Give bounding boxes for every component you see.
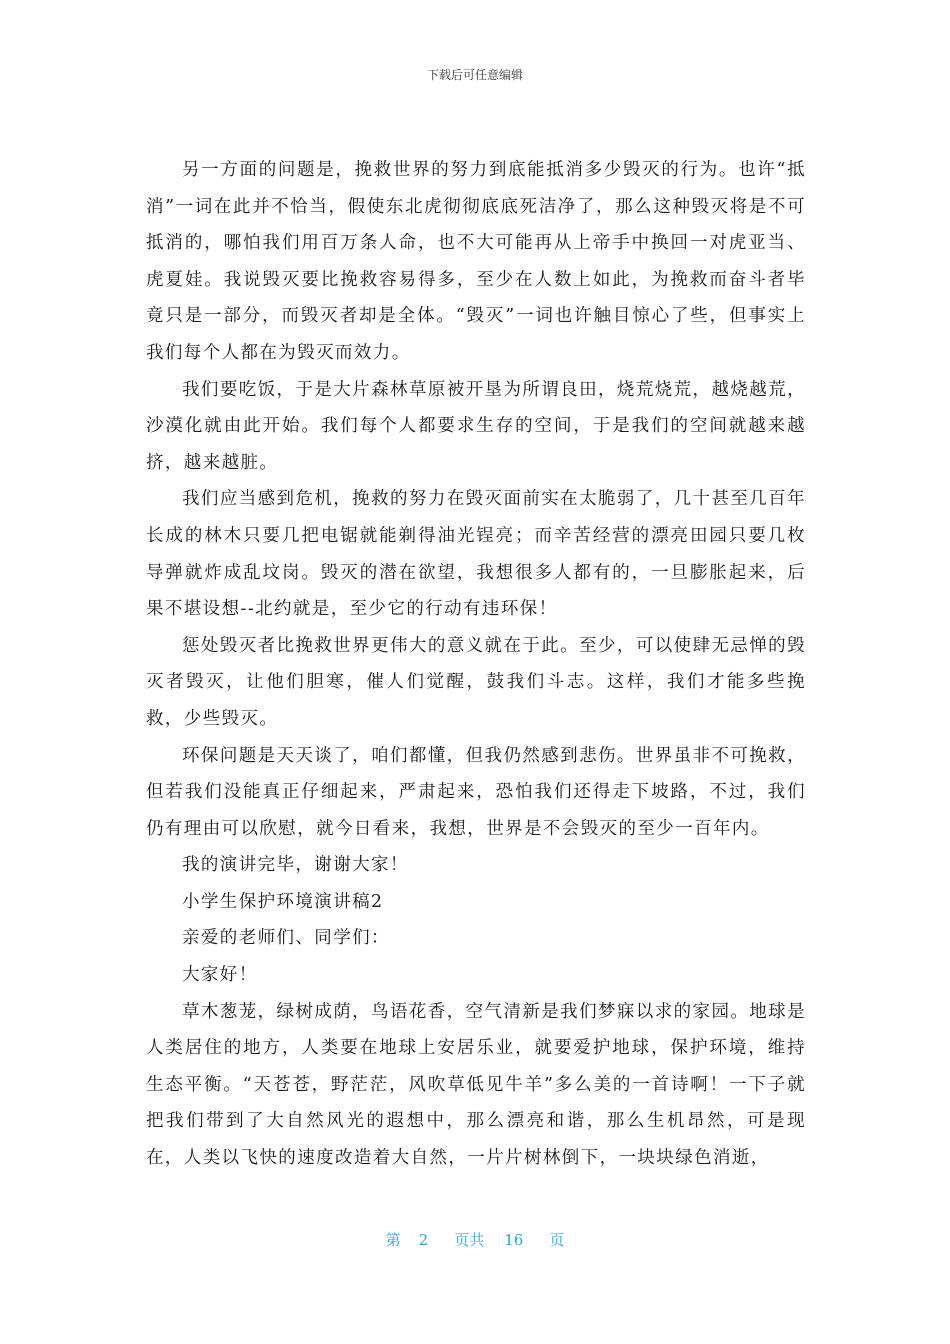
paragraph: 我们应当感到危机，挽救的努力在毁灭面前实在太脆弱了，几十甚至几百年长成的林木只要几把电锯就能剃得油光锃亮；而辛苦经营的漂亮田园只要几枚导弹就炸成乱坟岗。毁灭的潜在欲望，我想很多人都有的，一旦膨胀起来，后果不堪设想--北约就是，至少它的行动有违环保！ — [146, 489, 806, 620]
footer-word-di: 第 — [385, 1231, 401, 1249]
paragraph: 环保问题是天天谈了，咱们都懂，但我仍然感到悲伤。世界虽非不可挽救，但若我们没能真正仔细起来，严肃起来，恐怕我们还得走下坡路，不过，我们仍有理由可以欣慰，就今日看来，我想，世界是不会毁灭的至少一百年内。 — [146, 745, 806, 839]
document-body — [146, 152, 806, 1177]
greeting: 大家好！ — [182, 965, 258, 986]
footer-current-page: 2 — [418, 1231, 429, 1249]
footer-word-ye: 页 — [549, 1231, 565, 1249]
paragraph: 惩处毁灭者比挽救世界更伟大的意义就在于此。至少，可以使肆无忌惮的毁灭者毁灭，让他们胆寒，催人们觉醒，鼓我们斗志。这样，我们才能多些挽救，少些毁灭。 — [146, 635, 806, 729]
section-title: 小学生保护环境演讲稿2 — [182, 891, 384, 912]
salutation: 亲爱的老师们、同学们： — [182, 928, 390, 949]
paragraph: 我们要吃饭，于是大片森林草原被开垦为所谓良田，烧荒烧荒，越烧越荒，沙漠化就由此开始。我们每个人都要求生存的空间，于是我们的空间就越来越挤，越来越脏。 — [146, 379, 806, 473]
page-footer — [0, 1229, 950, 1250]
footer-total-pages: 16 — [504, 1231, 524, 1249]
paragraph: 草木葱茏，绿树成荫，鸟语花香，空气清新是我们梦寐以求的家园。地球是人类居住的地方，人类要在地球上安居乐业，就要爱护地球，保护环境，维持生态平衡。“天苍苍，野茫茫，风吹草低见牛羊”多么美的一首诗啊！一下子就把我们带到了大自然风光的遐想中，那么漂亮和谐，那么生机昂然，可是现在，人类以飞快的速度改造着大自然，一片片树林倒下，一块块绿色消逝， — [146, 1001, 806, 1169]
paragraph-closing: 我的演讲完毕，谢谢大家！ — [182, 855, 409, 876]
paragraph: 另一方面的问题是，挽救世界的努力到底能抵消多少毁灭的行为。也许“抵消”一词在此并不恰当，假使东北虎彻彻底底死洁净了，那么这种毁灭将是不可抵消的，哪怕我们用百万条人命，也不大可能再从上帝手中换回一对虎亚当、虎夏娃。我说毁灭要比挽救容易得多，至少在人数上如此，为挽救而奋斗者毕竟只是一部分，而毁灭者却是全体。“毁灭”一词也许触目惊心了些，但事实上我们每个人都在为毁灭而效力。 — [146, 160, 806, 363]
header-note: 下载后可任意编辑 — [426, 68, 523, 82]
footer-word-ye-gong: 页共 — [454, 1231, 485, 1249]
